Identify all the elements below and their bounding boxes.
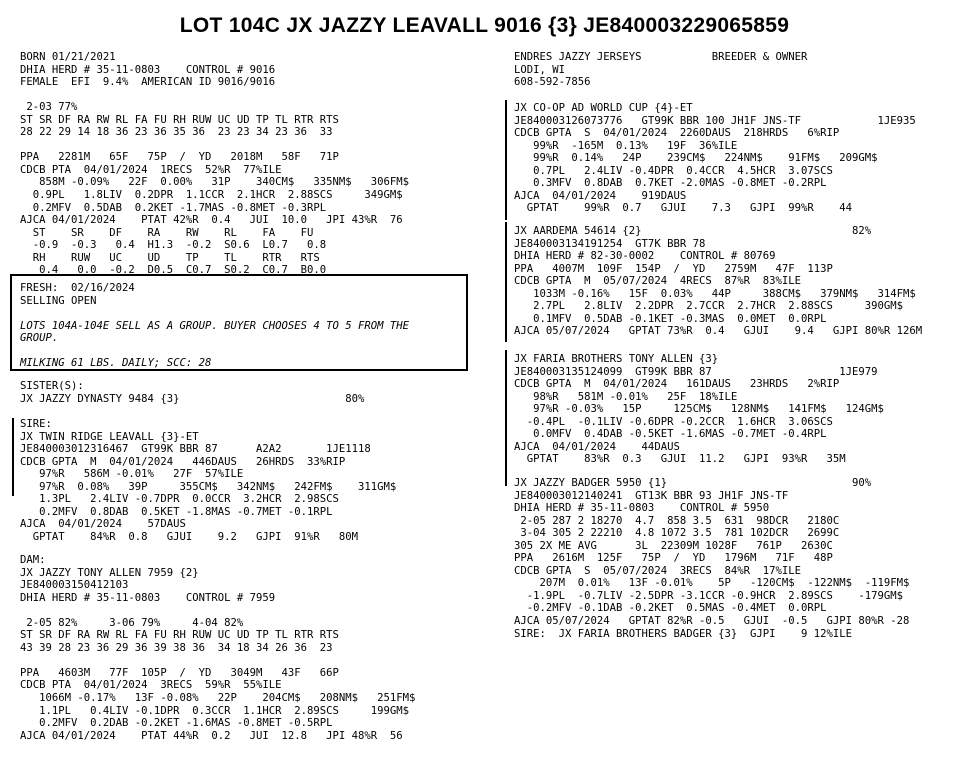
text-line: 2-05 287 2 18270 4.7 858 3.5 631 98DCR 2180C — [514, 514, 840, 527]
text-line: DHIA HERD # 35-11-0803 CONTROL # 5950 — [514, 502, 770, 515]
text-line: LODI, WI — [514, 63, 566, 76]
text-line: 97%R 0.08% 39P 355CM$ 342NM$ 242FM$ 311GM$ — [20, 480, 397, 493]
text-line: 0.3MFV 0.8DAB 0.7KET -2.0MAS -0.8MET -0.2RPL — [514, 177, 827, 190]
text-line: 0.2MFV 0.5DAB 0.2KET -1.7MAS -0.8MET -0.3RPL — [20, 201, 327, 214]
text-line: DAM: — [20, 554, 46, 566]
text-line: 3-04 305 2 22210 4.8 1072 3.5 781 102DCR 2699C — [514, 527, 840, 540]
text-line: 1033M -0.16% 15F 0.03% 44P 388CM$ 379NM$ 314FM$ — [514, 287, 916, 300]
text-line: PPA 4603M 77F 105P / YD 3049M 43F 66P — [20, 666, 339, 679]
text-line: 858M -0.09% 22F 0.00% 31P 340CM$ 335NM$ 306FM$ — [20, 176, 410, 189]
text-line — [20, 89, 409, 102]
text-line: JX JAZZY DYNASTY 9484 {3} 80% — [20, 392, 365, 405]
text-line: 608-592-7856 — [514, 76, 591, 89]
text-line: JE840003012316467 GT99K BBR 87 A2A2 1JE1118 — [20, 443, 371, 456]
text-line: JX AARDEMA 54614 {2} 82% — [514, 225, 872, 237]
text-line: CDCB GPTA M 05/07/2024 4RECS 87%R 83%ILE — [514, 275, 802, 288]
text-line: JX FARIA BROTHERS TONY ALLEN {3} — [514, 353, 719, 365]
text-line: 207M 0.01% 13F -0.01% 5P -120CM$ -122NM$ -119FM$ — [514, 577, 910, 590]
text-line: AJCA 05/07/2024 GPTAT 82%R -0.5 GJUI -0.5 GJPI 80%R -28 — [514, 615, 910, 628]
text-line: RH RUW UC UD TP TL RTR RTS — [20, 251, 320, 264]
sale-notes-box — [10, 274, 468, 371]
text-line: SIRE: JX FARIA BROTHERS BADGER {3} GJPI 9 12%ILE — [514, 627, 853, 640]
sire-bar — [12, 418, 14, 496]
text-line: 2.7PL 2.8LIV 2.2DPR 2.7CCR 2.7HCR 2.88SCS 390GM$ — [514, 300, 904, 313]
sire-dam-bar — [505, 222, 507, 342]
sire-section — [20, 418, 396, 543]
text-line: SIRE: — [20, 418, 52, 430]
milking-note: MILKING 61 LBS. DAILY; SCC: 28 — [20, 357, 212, 370]
text-line: FEMALE EFI 9.4% AMERICAN ID 9016/9016 — [20, 76, 276, 89]
text-line: JE840003126073776 GT99K BBR 100 JH1F JNS-TF 1JE935 — [514, 114, 916, 127]
text-line: -0.4PL -0.1LIV -0.6DPR -0.2CCR 1.6HCR 3.06SCS — [514, 415, 833, 428]
sister-section — [20, 380, 364, 405]
text-line: 1.3PL 2.4LIV -0.7DPR 0.0CCR 3.2HCR 2.98SCS — [20, 493, 339, 506]
text-line: JX JAZZY BADGER 5950 {1} 90% — [514, 477, 872, 489]
dam-sire-bar — [505, 350, 507, 486]
text-line: AJCA 05/07/2024 GPTAT 73%R 0.4 GJUI 9.4 GJPI 80%R 126M — [514, 325, 923, 338]
text-line: 305 2X ME AVG 3L 22309M 1028F 761P 2630C — [514, 539, 833, 552]
text-line: ST SR DF RA RW RL FA FU — [20, 226, 314, 239]
text-line: GPTAT 83%R 0.3 GJUI 11.2 GJPI 93%R 35M — [514, 453, 846, 466]
text-line: AJCA 04/01/2024 57DAUS — [20, 518, 186, 531]
text-line: JE840003150412103 — [20, 579, 129, 592]
text-line: 0.7PL 2.4LIV -0.4DPR 0.4CCR 4.5HCR 3.07SCS — [514, 164, 833, 177]
text-line: CDCB PTA 04/01/2024 3RECS 59%R 55%ILE — [20, 679, 282, 692]
text-line: 1.1PL 0.4LIV -0.1DPR 0.3CCR 1.1HCR 2.89SCS 199GM$ — [20, 704, 410, 717]
text-line: JE840003012140241 GT13K BBR 93 JH1F JNS-TF — [514, 489, 789, 502]
text-line: -0.2MFV -0.1DAB -0.2KET 0.5MAS -0.4MET 0.0RPL — [514, 602, 827, 615]
sire-sire-bar — [505, 100, 507, 220]
text-line: CDCB PTA 04/01/2024 1RECS 52%R 77%ILE — [20, 163, 282, 176]
dam-sire-section — [514, 353, 884, 466]
text-line: 0.1MFV 0.5DAB -0.1KET -0.3MAS 0.0MET 0.0RPL — [514, 312, 827, 325]
text-line: 0.4 0.0 -0.2 D0.5 C0.7 S0.2 C0.7 B0.0 — [20, 264, 327, 277]
text-line: ST SR DF RA RW RL FA FU RH RUW UC UD TP TL RTR RTS — [20, 113, 339, 126]
text-line: CDCB GPTA S 05/07/2024 3RECS 84%R 17%ILE — [514, 564, 802, 577]
text-line: JX TWIN RIDGE LEAVALL {3}-ET — [20, 430, 199, 443]
text-line: AJCA 04/01/2024 PTAT 44%R 0.2 JUI 12.8 JPI 48%R 56 — [20, 729, 403, 742]
text-line: PPA 2616M 125F 75P / YD 1796M 71F 48P — [514, 552, 833, 565]
text-line: 97%R -0.03% 15P 125CM$ 128NM$ 141FM$ 124GM$ — [514, 403, 884, 416]
text-line: AJCA 04/01/2024 PTAT 42%R 0.4 JUI 10.0 JPI 43%R 76 — [20, 214, 403, 227]
text-line: DHIA HERD # 35-11-0803 CONTROL # 9016 — [20, 63, 276, 76]
text-line — [20, 604, 415, 617]
breeder-section — [514, 51, 807, 89]
text-line: 0.0MFV 0.4DAB -0.5KET -1.6MAS -0.7MET -0.4RPL — [514, 428, 827, 441]
text-line: -1.9PL -0.7LIV -2.5DPR -3.1CCR -0.9HCR 2.89SCS -179GM$ — [514, 589, 904, 602]
text-line: 1066M -0.17% 13F -0.08% 22P 204CM$ 208NM$ 251FM$ — [20, 692, 416, 705]
text-line: DHIA HERD # 35-11-0803 CONTROL # 7959 — [20, 591, 276, 604]
selling-status: SELLING OPEN — [20, 294, 97, 307]
text-line: JX CO-OP AD WORLD CUP {4}-ET — [514, 102, 693, 114]
dam-section — [20, 554, 415, 742]
text-line: GPTAT 99%R 0.7 GJUI 7.3 GJPI 99%R 44 — [514, 202, 853, 215]
text-line: 0.9PL 1.8LIV 0.2DPR 1.1CCR 2.1HCR 2.88SCS 349GM$ — [20, 189, 403, 202]
sire-dam-section — [514, 225, 922, 338]
text-line: JE840003135124099 GT99K BBR 87 1JE979 — [514, 365, 878, 378]
text-line: 28 22 29 14 18 36 23 36 35 36 23 23 34 23 36 33 — [20, 126, 333, 139]
text-line: 2-03 77% — [20, 101, 78, 114]
text-line — [20, 654, 415, 667]
text-line: 99%R -165M 0.13% 19F 36%ILE — [514, 139, 738, 152]
text-line: 99%R 0.14% 24P 239CM$ 224NM$ 91FM$ 209GM$ — [514, 152, 878, 165]
text-line: 0.2MFV 0.2DAB -0.2KET -1.6MAS -0.8MET -0.5RPL — [20, 717, 333, 730]
lot-title: LOT 104C JX JAZZY LEAVALL 9016 {3} JE840003229065859 — [179, 14, 790, 37]
group-note-line: LOTS 104A-104E SELL AS A GROUP. BUYER CHOOSES 4 TO 5 FROM THE — [20, 319, 410, 332]
text-line: 2-05 82% 3-06 79% 4-04 82% — [20, 616, 244, 629]
text-line: PPA 4007M 109F 154P / YD 2759M 47F 113P — [514, 262, 833, 275]
text-line: 97%R 586M -0.01% 27F 57%ILE — [20, 468, 244, 481]
text-line: PPA 2281M 65F 75P / YD 2018M 58F 71P — [20, 151, 339, 164]
dam-dam-section — [514, 477, 909, 640]
text-line: ENDRES JAZZY JERSEYS BREEDER & OWNER — [514, 51, 808, 63]
text-line: CDCB GPTA M 04/01/2024 161DAUS 23HRDS 2%RIP — [514, 378, 840, 391]
text-line: JE840003134191254 GT7K BBR 78 — [514, 237, 706, 250]
animal-info — [20, 51, 409, 277]
sire-sire-section — [514, 102, 916, 215]
text-line: DHIA HERD # 82-30-0002 CONTROL # 80769 — [514, 250, 776, 263]
text-line: AJCA 04/01/2024 919DAUS — [514, 189, 687, 202]
text-line: SISTER(S): — [20, 380, 84, 392]
text-line: 98%R 581M -0.01% 25F 18%ILE — [514, 390, 738, 403]
text-line: 43 39 28 23 36 29 36 39 38 36 34 18 34 26 36 23 — [20, 641, 333, 654]
text-line: -0.9 -0.3 0.4 H1.3 -0.2 S0.6 L0.7 0.8 — [20, 239, 327, 252]
text-line: GPTAT 84%R 0.8 GJUI 9.2 GJPI 91%R 80M — [20, 530, 359, 543]
group-note-line: GROUP. — [20, 332, 59, 345]
text-line: CDCB GPTA S 04/01/2024 2260DAUS 218HRDS 6%RIP — [514, 127, 840, 140]
text-line: CDCB GPTA M 04/01/2024 446DAUS 26HRDS 33%RIP — [20, 455, 346, 468]
text-line: ST SR DF RA RW RL FA FU RH RUW UC UD TP TL RTR RTS — [20, 629, 339, 642]
text-line: BORN 01/21/2021 — [20, 51, 116, 63]
text-line: JX JAZZY TONY ALLEN 7959 {2} — [20, 566, 199, 579]
text-line — [20, 139, 409, 152]
text-line: AJCA 04/01/2024 44DAUS — [514, 440, 680, 453]
text-line: 0.2MFV 0.8DAB 0.5KET -1.8MAS -0.7MET -0.1RPL — [20, 505, 333, 518]
fresh-date: FRESH: 02/16/2024 — [20, 282, 135, 294]
